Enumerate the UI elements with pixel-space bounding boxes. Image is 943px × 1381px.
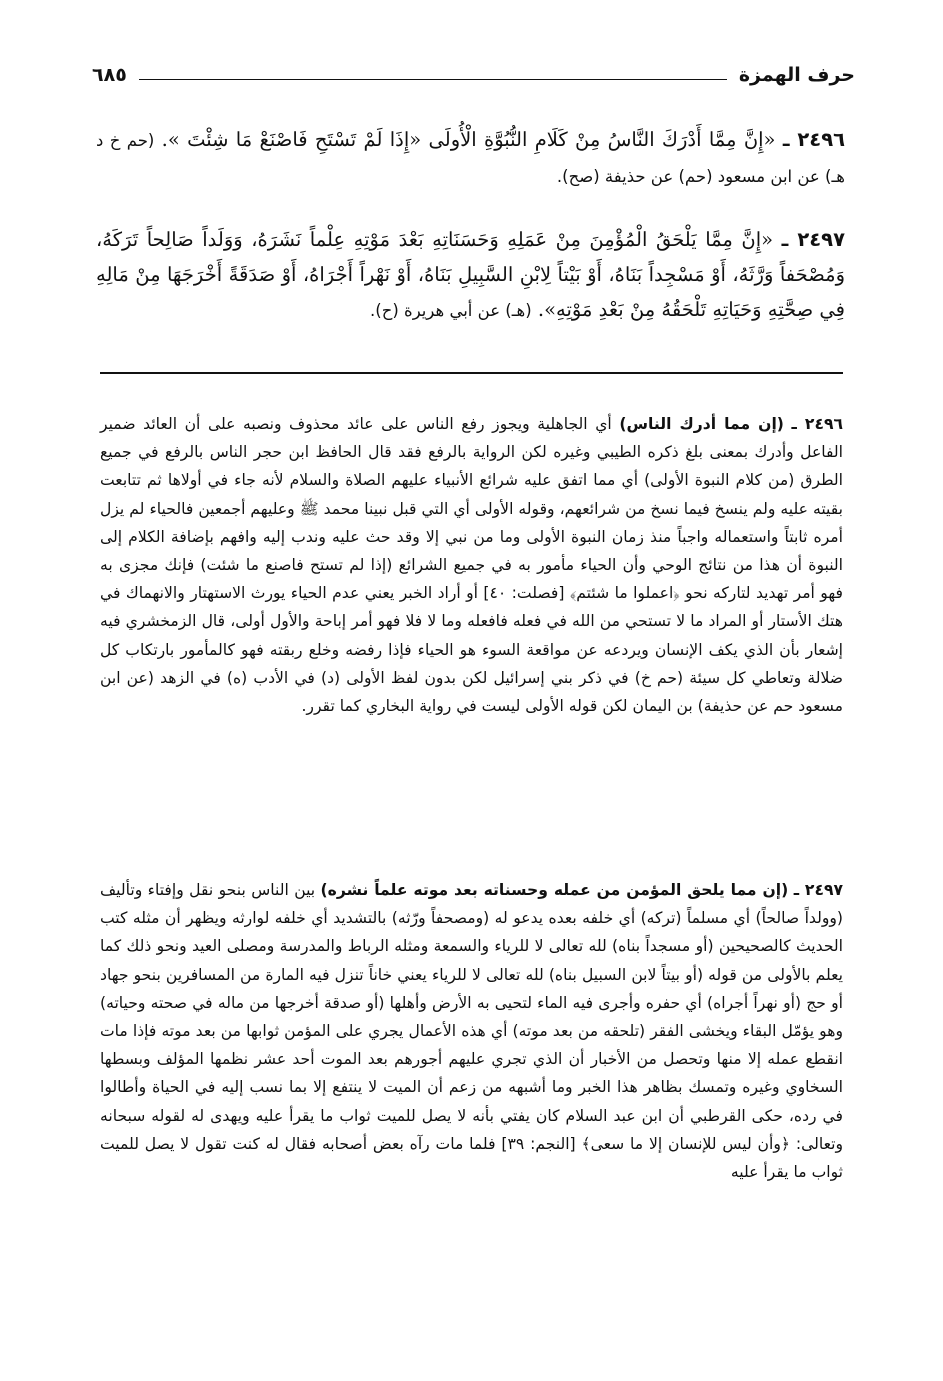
section-divider <box>100 372 843 374</box>
hadith-number: ٢٤٩٦ ـ <box>782 128 846 151</box>
hadith-number: ٢٤٩٧ ـ <box>781 228 845 251</box>
hadith-source: (هـ) عن أبي هريرة (ح). <box>370 301 532 320</box>
hadith-2497 <box>96 222 845 328</box>
commentary-number: ٢٤٩٦ ـ <box>791 415 843 433</box>
hadith-text: «إِنَّ مِمَّا أَدْرَكَ النَّاسُ مِنْ كَلَامِ النُّبُوَّةِ الْأُولَى «إِذَا لَمْ تَسْتَحِ فَاصْنَعْ مَا شِئْتَ ». <box>161 128 776 151</box>
hadith-source: (حم خ د هـ) عن ابن مسعود (حم) عن حذيفة (صح). <box>96 131 845 186</box>
commentary-number: ٢٤٩٧ ـ <box>793 881 843 899</box>
hadith-2496 <box>96 122 845 194</box>
page-number: ٦٨٥ <box>92 64 127 86</box>
running-title: حرف الهمزة <box>738 64 855 86</box>
running-header <box>92 58 855 92</box>
commentary-lead: (إن مما أدرك الناس) <box>619 415 784 433</box>
header-rule <box>139 79 727 80</box>
commentary-2497 <box>100 876 843 1186</box>
commentary-2496 <box>100 410 843 720</box>
commentary-lead: (إن مما يلحق المؤمن من عمله وحسناته بعد موته علماً نشره) <box>320 881 789 899</box>
commentary-text: أي الجاهلية ويجوز رفع الناس على عائد محذوف ونصبه على أن العائد ضمير الفاعل وأدرك بمعنى بلغ ذكره الطيبي وغيره لكن الرواية بالرفع فقد قال الحافظ ابن حجر الناس بالرفع في جميع الطرق (من كلام النبوة الأولى) أي مما اتفق عليه شرائع الأنبياء عليهم الصلاة والسلام لأنه جاء في أولاها ثم تتابعت بقيته عليه ولم ينسخ فيما نسخ من شرائعهم، وقوله الأولى أي التي قبل نبينا محمد ﷺ وعليهم أجمعين فالحياء لم يزل أمره ثابتاً واستعماله واجباً منذ زمان النبوة الأولى وما من نبي إلا وقد حث عليه وندب إليه وافهم بإضافة الكلام إلى النبوة أن هذا من نتائج الوحي وأن الحياء مأمور به في جميع الشرائع (إذا لم تستح فاصنع ما شئت) فإنك مجزى به فهو أمر تهديد لتاركه نحو ﴿اعملوا ما شئتم﴾ [فصلت: ٤٠] أو أراد الخبر يعني عدم الحياء يورث الاستهتار والانهماك في هتك الأستار أو المراد ما لا تستحي من الله في فعله فافعله وما لا فلا فهو أمر إباحة والأول أولى، قال الزمخشري فيه إشعار بأن الذي يكف الإنسان ويردعه عن مواقعة السوء هو الحياء فإذا رفضه وخلع ربقته فهو كالمأمور بارتكاب كل ضلالة وتعاطي كل سيئة (حم خ) في ذكر بني إسرائيل لكن بدون لفظ الأولى (د) في الأدب (ه) في الزهد (عن ابن مسعود حم عن حذيفة) بن اليمان لكن قوله الأولى ليست في رواية البخاري كما تقرر. <box>100 415 843 716</box>
commentary-text: بين الناس بنحو نقل وإفتاء وتأليف (وولداً صالحاً) أي مسلماً (تركه) أي خلفه بعده يدعو له (ومصحفاً ورّثه) بالتشديد أي خلفه لوارثه ويظهر أن مثله كتب الحديث كالصحيحين (أو مسجداً بناه) لله تعالى لا للرياء والسمعة ومثله الرباط والمدرسة ومصلى العيد ونحو ذلك كما يعلم بالأولى من قوله (أو بيتاً لابن السبيل بناه) لله تعالى لا للرياء يعني خاناً تنزل فيه المارة من المسافرين بنحو جهاد أو حج (أو نهراً أجراه) أي حفره وأجرى فيه الماء لتحيى به الأرض وأهلها (أو صدقة أخرجها من ماله في صحته وحياته) وهو يؤمّل البقاء ويخشى الفقر (تلحقه من بعد موته) أي هذه الأعمال يجري على المؤمن ثوابها من بعد موته فإذا مات انقطع عمله إلا منها وتحصل من الأخبار أن الذي تجري عليهم أجورهم بعد الموت أحد عشر نظمها المؤلف وبسطها السخاوي وغيره وتمسك بظاهر هذا الخبر وما أشبهه من زعم أن الميت لا ينتفع إلا بما نسب إليه في الحياة وأطالوا في رده، حكى القرطبي أن ابن عبد السلام كان يفتي بأنه لا يصل للميت ثواب ما يقرأ عليه ويهدى له لقوله سبحانه وتعالى: ﴿وأن ليس للإنسان إلا ما سعى﴾ [النجم: ٣٩] فلما مات رآه بعض أصحابه فقال له كنت تقول لا يصل للميت ثواب ما يقرأ عليه <box>100 881 843 1182</box>
hadith-text: «إِنَّ مِمَّا يَلْحَقُ الْمُؤْمِنَ مِنْ عَمَلِهِ وَحَسَنَاتِهِ بَعْدَ مَوْتِهِ عِلْماً نَشَرَهُ، وَوَلَداً صَالِحاً تَرَكَهُ، وَمُصْحَفاً وَرَّثَهُ، أَوْ مَسْجِداً بَنَاهُ، أَوْ بَيْتاً لِابْنِ السَّبِيلِ بَنَاهُ، أَوْ نَهْراً أَجْرَاهُ، أَوْ صَدَقَةً أَخْرَجَهَا مِنْ مَالِهِ فِي صِحَّتِهِ وَحَيَاتِهِ تَلْحَقُهُ مِنْ بَعْدِ مَوْتِهِ». <box>96 228 845 321</box>
